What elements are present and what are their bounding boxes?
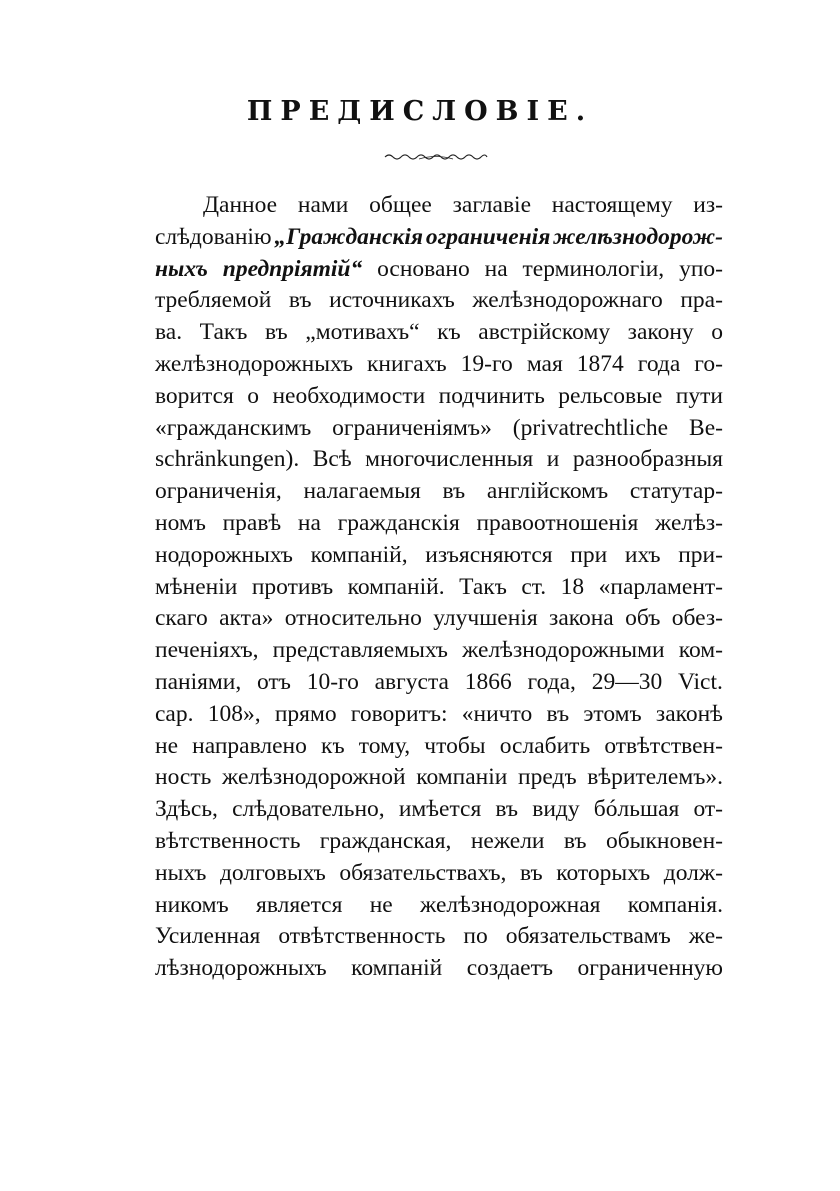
text-line: номъ правѣ на гражданскія правоотношенія желѣз- bbox=[155, 509, 723, 536]
text-line: желѣзнодорожныхъ книгахъ 19-го мая 1874 года го- bbox=[155, 350, 723, 377]
text-line: нодорожныхъ компаній, изъясняются при ихъ при- bbox=[155, 541, 723, 568]
text-line: ва. Такъ въ „мотивахъ“ къ австрійскому закону о bbox=[155, 319, 723, 346]
text-line: ность желѣзнодорожной компаніи предъ вѣрителемъ». bbox=[155, 764, 723, 791]
text-line: слѣдованію „Гражданскія ограниченія желѣзнодорож- bbox=[155, 223, 723, 250]
text-line: ныхъ долговыхъ обязательствахъ, въ которыхъ долж- bbox=[155, 859, 723, 886]
text-line: лѣзнодорожныхъ компаній создаетъ ограниченную bbox=[155, 955, 723, 982]
text-line: schränkungen). Всѣ многочисленныя и разнообразныя bbox=[155, 446, 723, 473]
text-line: вѣтственность гражданская, нежели въ обыкновен- bbox=[155, 827, 723, 854]
text-line: ныхъ предпріятій“ основано на терминологіи, упо- bbox=[155, 255, 723, 282]
preface-paragraph bbox=[155, 190, 723, 985]
text-line: требляемой въ источникахъ желѣзнодорожнаго пра- bbox=[155, 287, 723, 314]
text-line: Здѣсь, слѣдовательно, имѣется въ виду бóльшая от- bbox=[155, 796, 723, 823]
text-line: cap. 108», прямо говоритъ: «ничто въ этомъ законѣ bbox=[155, 700, 723, 727]
text-line: ворится о необходимости подчинить рельсовые пути bbox=[155, 382, 723, 409]
text-line: не направлено къ тому, чтобы ослабить отвѣтствен- bbox=[155, 732, 723, 759]
text-line: Данное нами общее заглавіе настоящему из- bbox=[203, 192, 723, 218]
text-line: «гражданскимъ ограниченіямъ» (privatrechtliche Be- bbox=[155, 414, 723, 441]
text-line: печеніяхъ, представляемыхъ желѣзнодорожными ком- bbox=[155, 637, 723, 664]
page-title: ПРЕДИСЛОВІЕ. bbox=[246, 96, 594, 127]
text-line: паніями, отъ 10-го августа 1866 года, 29—30 Vict. bbox=[155, 668, 723, 695]
text-line: мѣненіи противъ компаній. Такъ ст. 18 «парламент- bbox=[155, 573, 723, 600]
text-line: никомъ является не желѣзнодорожная компанія. bbox=[155, 891, 723, 918]
ornament-divider bbox=[383, 150, 489, 162]
text-line: ограниченія, налагаемыя въ англійскомъ статутар- bbox=[155, 478, 723, 505]
text-line: Усиленная отвѣтственность по обязательствамъ же- bbox=[155, 923, 723, 950]
text-line: скаго акта» относительно улучшенія закона объ обез- bbox=[155, 605, 723, 632]
